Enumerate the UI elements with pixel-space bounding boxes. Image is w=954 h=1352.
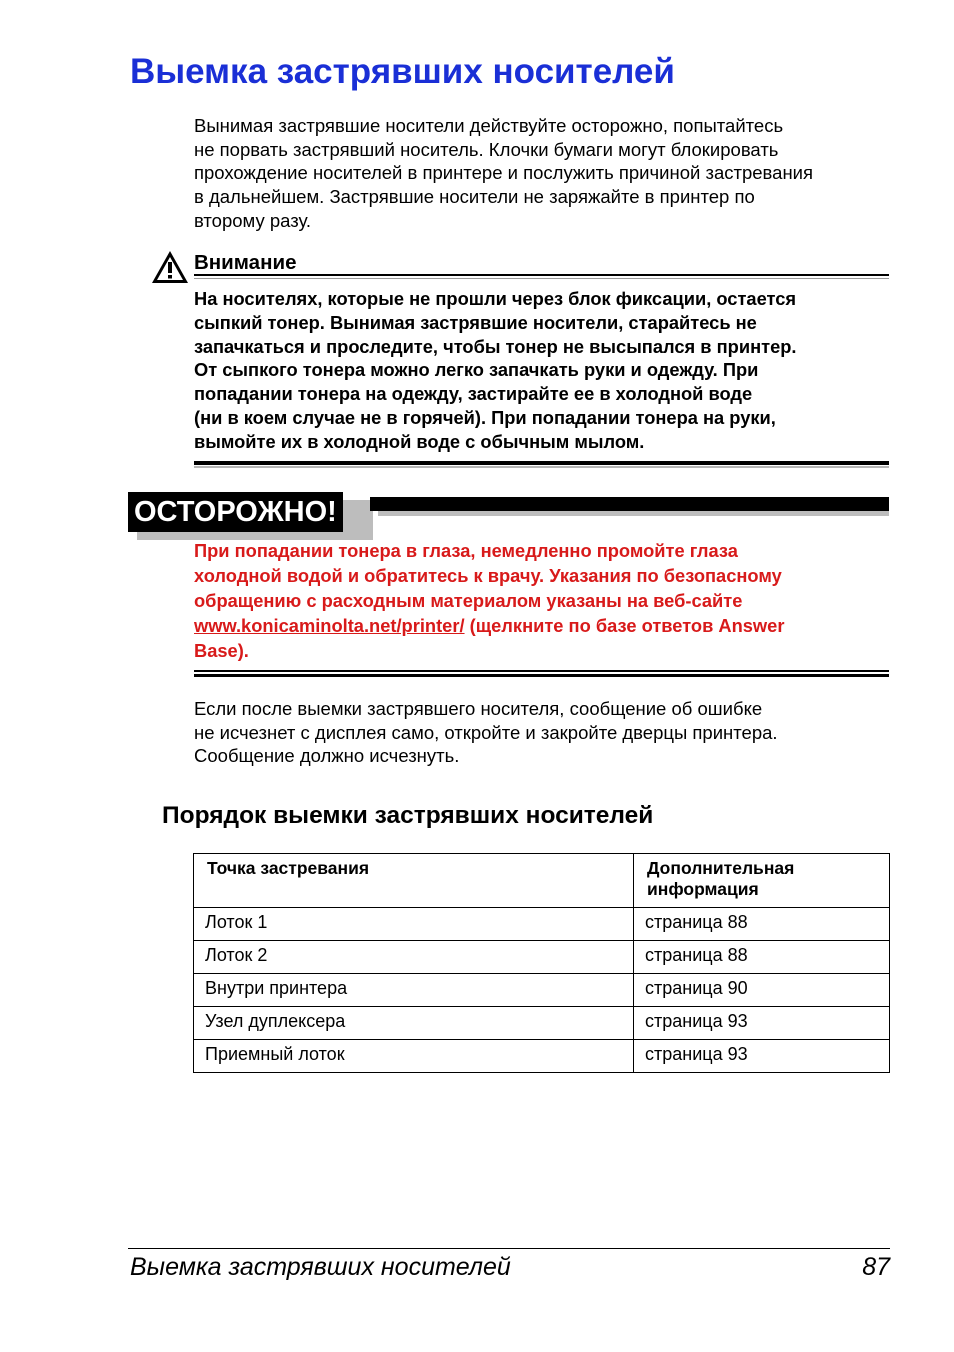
table-cell-location: Приемный лоток [194,1040,634,1073]
caution-bottom-rule-2 [194,674,889,677]
table-cell-info: страница 90 [634,974,890,1007]
section-heading: Порядок выемки застрявших носителей [162,802,654,829]
caution-label: ОСТОРОЖНО! [128,492,343,532]
table-header-row [194,854,890,908]
caution-after-link: (щелкните по базе ответов Answer [464,615,785,636]
warning-icon [150,249,190,285]
footer-title: Выемка застрявших носителей [130,1253,511,1281]
attention-top-rule-shadow [194,278,889,279]
table-cell-location: Лоток 1 [194,908,634,941]
attention-top-rule [194,274,889,276]
table-cell-location: Узел дуплексера [194,1007,634,1040]
table-row [194,974,890,1007]
note-paragraph: Если после выемки застрявшего носителя, сообщение об ошибке не исчезнет с дисплея само, откройте и закройте дверцы принтера. Сообщение должно исчезнуть. [194,698,778,767]
attention-heading: Внимание [194,251,297,274]
caution-text [194,538,884,663]
intro-paragraph: Вынимая застрявшие носители действуйте осторожно, попытайтесь не порвать застрявший носитель. Клочки бумаги могут блокировать прохождение носителей в принтере и послужить причиной застревания в дальнейшем. Застрявшие носители не заряжайте в принтер по второму разу. [194,115,814,231]
caution-line-5: Base). [194,640,249,661]
table-cell-location: Лоток 2 [194,941,634,974]
caution-line-4 [194,613,884,638]
column-header-info: Дополнительная информация [634,854,890,908]
table-row [194,908,890,941]
caution-line-3: обращению с расходным материалом указаны на веб-сайте [194,590,743,611]
table-row [194,1007,890,1040]
table-row [194,941,890,974]
footer-rule [128,1248,890,1249]
attention-bottom-rule-shadow [194,466,889,468]
attention-bottom-rule [194,461,889,465]
table-cell-location: Внутри принтера [194,974,634,1007]
table-cell-info: страница 88 [634,908,890,941]
page-number: 87 [862,1253,890,1281]
konicaminolta-link[interactable]: www.konicaminolta.net/printer/ [194,615,465,636]
attention-text: На носителях, которые не прошли через блок фиксации, остается сыпкий тонер. Вынимая застрявшие носители, старайтесь не запачкаться и проследите, чтобы тонер не высыпался в принтер. От сыпкого тонера можно легко запачкать руки и одежду. При попадании тонера на одежду, застирайте ее в холодной воде (ни в коем случае не в горячей). При попадании тонера на руки, вымойте их в холодной воде с обычным мылом. [194,288,797,452]
jam-location-table [193,853,890,1073]
table-cell-info: страница 93 [634,1040,890,1073]
page-title: Выемка застрявших носителей [130,52,675,91]
table-cell-info: страница 88 [634,941,890,974]
caution-line-2: холодной водой и обратитесь к врачу. Указания по безопасному [194,565,782,586]
table-cell-info: страница 93 [634,1007,890,1040]
caution-line-1: При попадании тонера в глаза, немедленно промойте глаза [194,540,738,561]
caution-bar [370,497,889,511]
caution-bar-shadow [378,511,889,516]
table-row [194,1040,890,1073]
caution-bottom-rule [194,670,889,672]
column-header-location: Точка застревания [194,854,634,908]
